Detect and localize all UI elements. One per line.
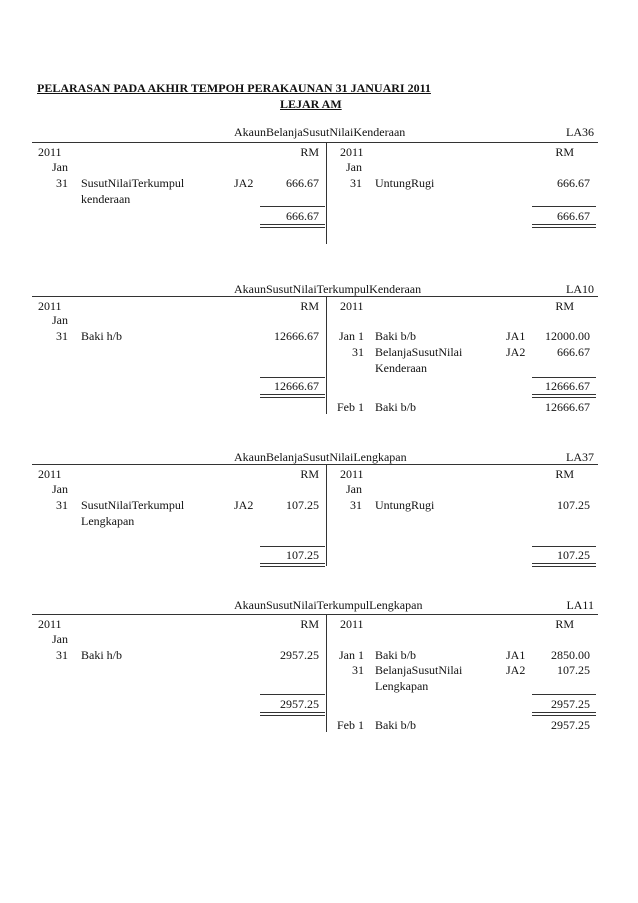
credit-total: 12666.67: [545, 379, 590, 393]
credit-double-rule: [532, 712, 596, 716]
balance-bf-description: Baki b/b: [375, 400, 416, 414]
credit-amount: 2850.00: [551, 648, 590, 662]
ledger-account-la10: [0, 282, 638, 442]
debit-month: Jan: [52, 160, 68, 174]
credit-total-rule: [532, 206, 596, 207]
debit-year: 2011: [38, 467, 62, 481]
debit-total: 12666.67: [274, 379, 319, 393]
debit-amount: 12666.67: [274, 329, 319, 343]
credit-double-rule: [532, 224, 596, 228]
credit-amount: 107.25: [557, 663, 590, 677]
credit-month: Jan: [346, 482, 362, 496]
credit-amount: 666.67: [557, 176, 590, 190]
credit-year: 2011: [340, 299, 364, 313]
credit-folio: JA1: [506, 329, 526, 343]
account-top-rule: [32, 464, 598, 465]
credit-rm-header: RM: [555, 299, 574, 313]
credit-total: 666.67: [557, 209, 590, 223]
credit-description: Baki b/b: [375, 648, 416, 662]
credit-folio: JA2: [506, 345, 526, 359]
debit-total-rule: [260, 694, 325, 695]
credit-description-cont: Kenderaan: [375, 361, 427, 375]
credit-description-cont: Lengkapan: [375, 679, 429, 693]
account-top-rule: [32, 296, 598, 297]
credit-total-rule: [532, 377, 596, 378]
ledger-account-la36: [0, 125, 638, 285]
credit-amount: 666.67: [557, 345, 590, 359]
balance-bf-date: Feb 1: [337, 718, 364, 732]
credit-folio: JA1: [506, 648, 526, 662]
debit-day: 31: [56, 176, 68, 190]
credit-total: 107.25: [557, 548, 590, 562]
balance-bf-date: Feb 1: [337, 400, 364, 414]
credit-description: UntungRugi: [375, 498, 435, 512]
debit-day: 31: [56, 648, 68, 662]
credit-description: BelanjaSusutNilai: [375, 345, 463, 359]
debit-rm-header: RM: [300, 467, 319, 481]
debit-description-cont: Lengkapan: [81, 514, 135, 528]
debit-double-rule: [260, 563, 325, 567]
account-center-rule: [326, 614, 327, 732]
credit-date: Jan 1: [339, 329, 364, 343]
debit-description: SusutNilaiTerkumpul: [81, 176, 185, 190]
credit-year: 2011: [340, 467, 364, 481]
credit-date: Jan 1: [339, 648, 364, 662]
debit-description: Baki h/b: [81, 329, 122, 343]
ledger-account-la37: [0, 450, 638, 610]
credit-day: 31: [350, 498, 362, 512]
account-top-rule: [32, 614, 598, 615]
debit-month: Jan: [52, 632, 68, 646]
debit-month: Jan: [52, 313, 68, 327]
credit-day: 31: [350, 176, 362, 190]
credit-double-rule: [532, 563, 596, 567]
credit-rm-header: RM: [555, 617, 574, 631]
debit-amount: 2957.25: [280, 648, 319, 662]
balance-bf-description: Baki b/b: [375, 718, 416, 732]
account-title: AkaunBelanjaSusutNilaiKenderaan: [234, 125, 406, 139]
debit-double-rule: [260, 394, 325, 398]
debit-total-rule: [260, 377, 325, 378]
debit-day: 31: [56, 498, 68, 512]
debit-month: Jan: [52, 482, 68, 496]
debit-year: 2011: [38, 145, 62, 159]
debit-folio: JA2: [234, 498, 254, 512]
account-center-rule: [326, 464, 327, 566]
credit-total-rule: [532, 694, 596, 695]
credit-year: 2011: [340, 145, 364, 159]
credit-description: UntungRugi: [375, 176, 435, 190]
debit-double-rule: [260, 224, 325, 228]
credit-year: 2011: [340, 617, 364, 631]
account-title: AkaunSusutNilaiTerkumpulLengkapan: [234, 598, 423, 612]
credit-date: 31: [352, 663, 364, 677]
balance-bf-amount: 12666.67: [545, 400, 590, 414]
page-title: PELARASAN PADA AKHIR TEMPOH PERAKAUNAN 31 JANUARI 2011: [37, 81, 431, 95]
credit-rm-header: RM: [555, 145, 574, 159]
account-code: LA37: [566, 450, 594, 464]
credit-total: 2957.25: [551, 697, 590, 711]
account-center-rule: [326, 142, 327, 244]
credit-amount: 12000.00: [545, 329, 590, 343]
account-center-rule: [326, 296, 327, 414]
credit-folio: JA2: [506, 663, 526, 677]
debit-amount: 107.25: [286, 498, 319, 512]
account-title: AkaunSusutNilaiTerkumpulKenderaan: [234, 282, 422, 296]
debit-double-rule: [260, 712, 325, 716]
debit-total: 666.67: [286, 209, 319, 223]
balance-bf-amount: 2957.25: [551, 718, 590, 732]
debit-rm-header: RM: [300, 299, 319, 313]
debit-total: 107.25: [286, 548, 319, 562]
debit-total-rule: [260, 546, 325, 547]
debit-total-rule: [260, 206, 325, 207]
debit-rm-header: RM: [300, 145, 319, 159]
account-code: LA10: [566, 282, 594, 296]
credit-amount: 107.25: [557, 498, 590, 512]
credit-description: Baki b/b: [375, 329, 416, 343]
debit-folio: JA2: [234, 176, 254, 190]
credit-description: BelanjaSusutNilai: [375, 663, 463, 677]
debit-rm-header: RM: [300, 617, 319, 631]
account-title: AkaunBelanjaSusutNilaiLengkapan: [234, 450, 407, 464]
account-code: LA11: [566, 598, 594, 612]
debit-year: 2011: [38, 299, 62, 313]
debit-year: 2011: [38, 617, 62, 631]
credit-month: Jan: [346, 160, 362, 174]
debit-amount: 666.67: [286, 176, 319, 190]
debit-description-cont: kenderaan: [81, 192, 131, 206]
debit-description: Baki h/b: [81, 648, 122, 662]
debit-description: SusutNilaiTerkumpul: [81, 498, 185, 512]
ledger-account-la11: [0, 598, 638, 758]
debit-total: 2957.25: [280, 697, 319, 711]
credit-double-rule: [532, 394, 596, 398]
credit-total-rule: [532, 546, 596, 547]
credit-rm-header: RM: [555, 467, 574, 481]
debit-day: 31: [56, 329, 68, 343]
credit-date: 31: [352, 345, 364, 359]
account-code: LA36: [566, 125, 594, 139]
account-top-rule: [32, 142, 598, 143]
page-subtitle: LEJAR AM: [280, 97, 342, 111]
